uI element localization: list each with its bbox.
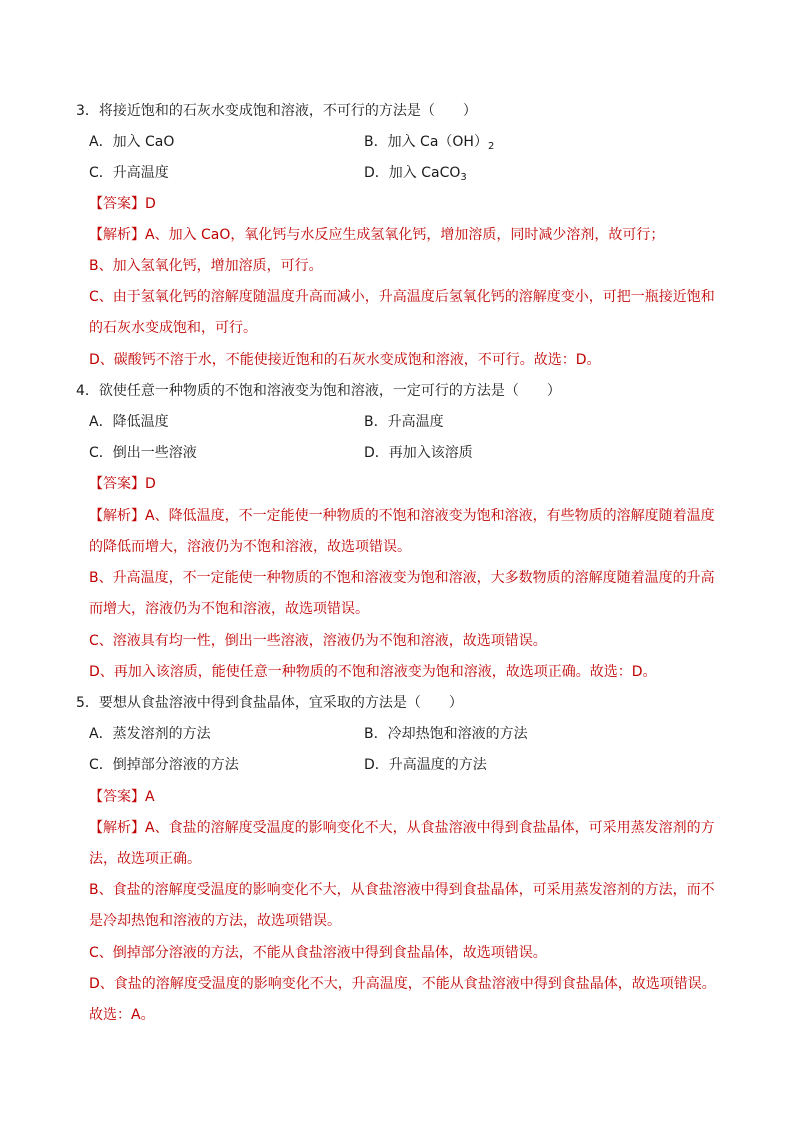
analysis-tag: 【解析】 bbox=[89, 820, 145, 836]
answer-value: D bbox=[145, 196, 156, 212]
question-3-option-a: A．加入 CaO bbox=[89, 134, 175, 150]
question-5-analysis-7: 故选：A。 bbox=[89, 1007, 155, 1023]
answer-tag: 【答案】 bbox=[89, 789, 145, 805]
question-4-analysis-3: B、升高温度，不一定能使一种物质的不饱和溶液变为饱和溶液，大多数物质的溶解度随着温度的升高 bbox=[89, 570, 715, 586]
question-5-analysis-5: C、倒掉部分溶液的方法，不能从食盐溶液中得到食盐晶体，故选项错误。 bbox=[89, 945, 547, 961]
question-5-option-c: C．倒掉部分溶液的方法 bbox=[89, 757, 239, 773]
question-4-answer bbox=[89, 474, 156, 494]
question-3-stem: 3．将接近饱和的石灰水变成饱和溶液，不可行的方法是（ ） bbox=[76, 103, 477, 119]
question-5-option-d: D．升高温度的方法 bbox=[364, 757, 487, 773]
question-5-analysis-1: 【解析】A、食盐的溶解度受温度的影响变化不大，从食盐溶液中得到食盐晶体，可采用蒸发溶剂的方 bbox=[89, 820, 715, 836]
question-4-option-d: D．再加入该溶质 bbox=[364, 445, 473, 461]
answer-tag: 【答案】 bbox=[89, 476, 145, 492]
question-3-analysis-1: 【解析】A、加入 CaO，氧化钙与水反应生成氢氧化钙，增加溶质，同时减少溶剂，故可行； bbox=[89, 227, 665, 243]
question-4-option-a: A．降低温度 bbox=[89, 414, 169, 430]
question-4-option-b: B．升高温度 bbox=[364, 414, 444, 430]
question-5-analysis-2: 法，故选项正确。 bbox=[89, 851, 201, 867]
question-5-analysis-6: D、食盐的溶解度受温度的影响变化不大，升高温度，不能从食盐溶液中得到食盐晶体，故选项错误。 bbox=[89, 976, 716, 992]
question-4-stem: 4．欲使任意一种物质的不饱和溶液变为饱和溶液，一定可行的方法是（ ） bbox=[76, 383, 561, 399]
question-5-stem: 5．要想从食盐溶液中得到食盐晶体，宜采取的方法是（ ） bbox=[76, 695, 463, 711]
question-4-analysis-5: C、溶液具有均一性，倒出一些溶液，溶液仍为不饱和溶液，故选项错误。 bbox=[89, 633, 547, 649]
question-5-analysis-3: B、食盐的溶解度受温度的影响变化不大，从食盐溶液中得到食盐晶体，可采用蒸发溶剂的方法，而不 bbox=[89, 882, 715, 898]
answer-tag: 【答案】 bbox=[89, 196, 145, 212]
question-5-analysis-4: 是冷却热饱和溶液的方法，故选项错误。 bbox=[89, 913, 341, 929]
question-4-analysis-6: D、再加入该溶质，能使任意一种物质的不饱和溶液变为饱和溶液，故选项正确。故选：D。 bbox=[89, 664, 657, 680]
question-3-analysis-2: B、加入氢氧化钙，增加溶质，可行。 bbox=[89, 258, 323, 274]
question-3-analysis-3: C、由于氢氧化钙的溶解度随温度升高而减小，升高温度后氢氧化钙的溶解度变小，可把一瓶接近饱和 bbox=[89, 289, 715, 305]
question-5-option-a: A．蒸发溶剂的方法 bbox=[89, 726, 211, 742]
question-4-option-c: C．倒出一些溶液 bbox=[89, 445, 197, 461]
answer-value: A bbox=[145, 789, 155, 805]
question-4-analysis-4: 而增大，溶液仍为不饱和溶液，故选项错误。 bbox=[89, 601, 369, 617]
question-4-analysis-1: 【解析】A、降低温度，不一定能使一种物质的不饱和溶液变为饱和溶液，有些物质的溶解度随着温度 bbox=[89, 508, 715, 524]
question-3-option-b: B．加入 $Ca(OH)_2$ bbox=[364, 134, 495, 152]
question-3-option-c: C．升高温度 bbox=[89, 165, 169, 181]
question-3-answer bbox=[89, 194, 156, 214]
question-3-option-d: D．加入 CaCO$_3$ bbox=[364, 165, 467, 183]
analysis-tag: 【解析】 bbox=[89, 508, 145, 524]
question-5-option-b: B．冷却热饱和溶液的方法 bbox=[364, 726, 528, 742]
question-3-analysis-5: D、碳酸钙不溶于水，不能使接近饱和的石灰水变成饱和溶液，不可行。故选：D。 bbox=[89, 352, 601, 368]
answer-value: D bbox=[145, 476, 156, 492]
question-4-analysis-2: 的降低而增大，溶液仍为不饱和溶液，故选项错误。 bbox=[89, 539, 411, 555]
analysis-tag: 【解析】 bbox=[89, 227, 145, 243]
question-3-analysis-4: 的石灰水变成饱和，可行。 bbox=[89, 320, 257, 336]
question-5-answer bbox=[89, 787, 155, 807]
